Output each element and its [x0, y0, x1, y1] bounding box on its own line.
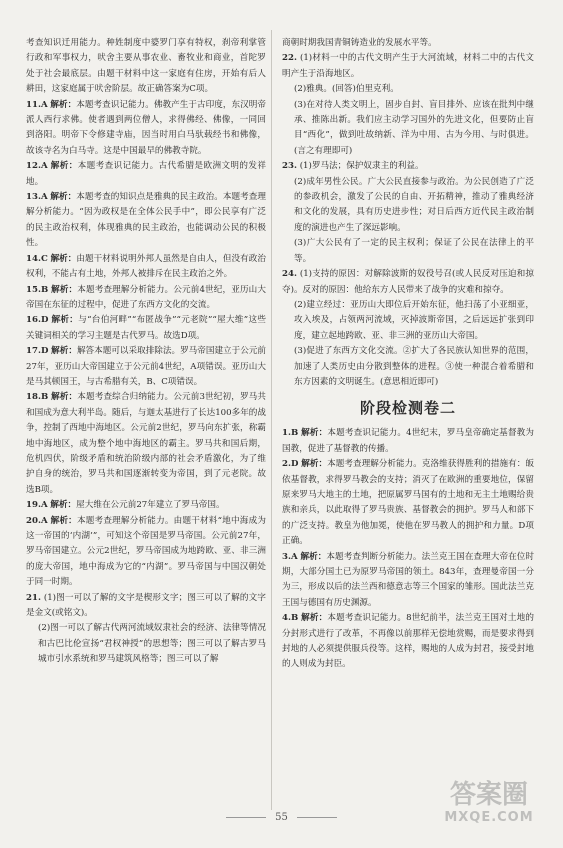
- question-number: 20.A: [26, 515, 48, 526]
- answer-text: 商朝时期我国青铜铸造业的发展水平等。: [282, 38, 437, 48]
- answer-text: (2)图一可以了解古代两河流域奴隶社会的经济、法律等情况和古巴比伦宣扬“君权神授”的思想等；图三可以了解古罗马城市引水系统和罗马建筑风格等；图三可以了解: [38, 623, 266, 665]
- answer-entry: [282, 236, 534, 267]
- question-number: 24.: [282, 269, 297, 280]
- answer-text: 本题考查的知识点是雅典的民主政治。本题考查理解分析能力。“因为政权是在全体公民手中”，即公民享有广泛的民主政治权利，体现雅典的民主政治，也能调动公民的积极性。: [26, 192, 266, 249]
- answer-text: 本题考查识记能力。4世纪末，罗马皇帝确定基督教为国教，促进了基督教的传播。: [282, 428, 535, 454]
- question-number: 13.A: [26, 192, 48, 203]
- footer-rule-left: [226, 817, 266, 818]
- answer-entry: [282, 98, 534, 160]
- answer-entry: [26, 98, 266, 160]
- footer-rule-right: [297, 817, 337, 818]
- column-divider: [271, 30, 272, 810]
- answer-entry: [282, 175, 534, 237]
- answer-entry: [26, 36, 266, 98]
- question-number: 15.B: [26, 284, 49, 295]
- answer-text: 本题考查识记能力。佛教产生于古印度，东汉明帝派人西行求佛。使者遇到两位僧人，求得佛经、佛像，一同回到洛阳。明帝下令修建寺庙，因当时用白马驮载经书和佛像，故该寺名为白马寺。这是中国最早的佛教寺院。: [26, 99, 266, 156]
- analysis-label: 解析：: [301, 459, 328, 470]
- answer-text: 本题考查理解分析能力。由题干材料“地中海成为这一帝国的‘内湖’”，可知这个帝国是罗马帝国。公元前27年，罗马帝国建立。公元2世纪，罗马帝国成为地跨欧、亚、非三洲的庞大帝国，地中海成为它的“内湖”。罗马帝国与中国汉朝处于同一时期。: [26, 515, 266, 588]
- page-number: 55: [275, 812, 288, 823]
- answer-entry: [282, 159, 534, 174]
- analysis-label: 解析：: [51, 284, 78, 295]
- answer-text: 本题考查综合归纳能力。公元前3世纪初，罗马共和国成为意大利半岛。随后，与迦太基进行了长达100多年的战争，控制了西地中海地区。公元前2世纪，罗马向东扩张，称霸地中海地区，成为整个地中海地区的霸主。罗马共和国后期，危机四伏，阶级矛盾和统治阶级内部的社会矛盾激化，为了维护自身的统治，罗马共和国逐渐转变为帝国，到了元老院。故选B项。: [26, 392, 267, 495]
- question-number: 4.B: [282, 613, 299, 624]
- analysis-label: 解析：: [50, 515, 77, 526]
- answer-text: (1)图一可以了解的文字是楔形文字；图三可以了解的文字是金文(或铭文)。: [26, 592, 266, 619]
- answer-text: 解答本题可以采取排除法。罗马帝国建立于公元前27年，亚历山大帝国建立于公元前4世纪，A项错误。亚历山大是马其顿国王，与古希腊有关，B、C项错误。: [26, 346, 267, 387]
- answer-entry: [282, 298, 534, 344]
- site-watermark: [429, 780, 549, 836]
- answer-text: (1)材料一中的古代文明产生于大河流域，材料二中的古代文明产生于沿海地区。: [282, 53, 534, 79]
- answer-entry: [26, 190, 266, 252]
- answer-entry: [282, 457, 534, 549]
- analysis-label: 解析：: [50, 192, 77, 203]
- answer-entry: [282, 550, 534, 612]
- answer-text: 由题干材料说明外邦人虽然是自由人，但没有政治权利，不能占有土地，外邦人被排斥在民主政治之外。: [26, 253, 266, 280]
- question-number: 1.B: [282, 428, 299, 439]
- question-number: 14.C: [26, 253, 48, 264]
- answer-text: (1)支持的原因：对解除波斯的奴役号召(或人民反对压迫和掠夺)。反对的原因：他给东方人民带来了战争的灾难和掠夺。: [282, 269, 535, 295]
- answer-entry: [26, 283, 266, 314]
- answer-entry: [26, 514, 266, 591]
- watermark-logo-text: 答案圈: [449, 780, 528, 810]
- question-number: 19.A: [26, 500, 48, 511]
- answer-text: 与“台伯河畔”“布匿战争”“元老院”“屋大维”这些关键词相关的学习主题是古代罗马。故选D项。: [26, 315, 266, 341]
- answer-entry: [282, 36, 534, 51]
- answer-text: (2)成年男性公民。广大公民直接参与政治。为公民创造了广泛的参政机会，激发了公民的自由、开拓精神，推动了雅典经济和文化的发展，具有历史进步性；对日后西方近代民主政治制度的演进也产生了深远影响。: [294, 176, 534, 233]
- answer-entry: [282, 267, 534, 298]
- analysis-label: 解析：: [50, 99, 77, 110]
- answer-text: (3)广大公民有了一定的民主权利；保证了公民在法律上的平等。: [294, 238, 534, 264]
- analysis-label: 解析：: [51, 315, 79, 326]
- question-number: 21.: [26, 592, 41, 603]
- answer-entry: [26, 159, 266, 190]
- answer-entry: [282, 51, 534, 82]
- answer-entry: [26, 313, 266, 344]
- analysis-label: 解析：: [301, 428, 328, 439]
- answer-text: 本题考查判断分析能力。法兰克王国在查理大帝在位时期，大部分国土已为原罗马帝国的领土。843年，查理曼帝国一分为三，形成以后的法兰西和德意志等三个国家的雏形。国此法兰克王国与德国有历史渊源。: [282, 551, 534, 608]
- answer-text: 本题考查识记能力。古代希腊是欧洲文明的发祥地。: [26, 161, 266, 187]
- answer-text: (2)建立经过：亚历山大即位后开始东征，他扫荡了小亚细亚，攻入埃及，占领两河流域，灭掉波斯帝国，之后远远扩张到印度，建立起地跨欧、亚、非三洲的亚历山大帝国。: [294, 299, 534, 341]
- analysis-label: 解析：: [301, 613, 328, 624]
- answer-text: 本题考查识记能力。8世纪前半，法兰克王国对土地的分封形式进行了改革，不再像以前那样无偿地赏赐，而是要求得到封地的人必须提供服兵役等。这样，赐地的人成为封君，接受封地的人则成为封臣。: [282, 613, 535, 670]
- question-number: 22.: [282, 53, 297, 64]
- analysis-label: 解析：: [50, 253, 77, 264]
- question-number: 16.D: [26, 315, 49, 326]
- answer-entry: [26, 252, 266, 283]
- right-top-entries: [282, 36, 534, 390]
- answer-entry: [282, 344, 534, 390]
- right-column: [282, 36, 534, 673]
- answer-entry: [26, 390, 266, 498]
- question-number: 12.A: [26, 161, 48, 172]
- answer-text: (2)雅典。(回答)伯里克利。: [294, 84, 399, 95]
- answer-entry: [26, 591, 266, 622]
- question-number: 3.A: [282, 551, 298, 562]
- answer-entry: [26, 621, 266, 667]
- section-title: 阶段检测卷二: [359, 399, 456, 418]
- left-column: [26, 36, 266, 668]
- analysis-label: 解析：: [50, 500, 77, 511]
- analysis-label: 解析：: [300, 551, 327, 562]
- analysis-label: 解析：: [51, 346, 77, 357]
- analysis-label: 解析：: [51, 392, 78, 403]
- answer-entry: [282, 426, 534, 457]
- answer-entry: [26, 498, 266, 513]
- question-number: 11.A: [26, 99, 48, 110]
- answer-text: 本题考查理解分析能力。克洛维获得胜利的措施有：皈依基督教，求得罗马教会的支持；消灭了在欧洲的重要地位，保留原来罗马大地主的土地，把原属罗马国有的土地和无主土地赐给贵族和亲兵，以此取得了罗马贵族、基督教会的拥护。罗马人和部下的广泛支持。教皇为他加冕，使他在罗马教人的拥护和力量。D项正确。: [282, 459, 534, 547]
- answer-text: (3)促进了东西方文化交流。②扩大了各民族认知世界的范围，加速了人类历史由分散到整体的进程。③使一种混合着希腊和东方因素的文明诞生。(意思相近即可): [294, 346, 534, 387]
- question-number: 18.B: [26, 392, 49, 403]
- answer-entry: [282, 611, 534, 673]
- answer-entry: [282, 82, 534, 97]
- analysis-label: 解析：: [50, 161, 78, 172]
- question-number: 2.D: [282, 459, 299, 470]
- right-bottom-entries: [282, 426, 534, 673]
- answer-entry: [26, 344, 266, 390]
- answer-text: 考查知识迁用能力。种姓制度中婆罗门享有特权，刹帝利掌管行政和军事权力，吠舍主要从事农业、畜牧业和商业，首陀罗处于社会最底层。由题干材料中这一家庭有住房，开始有后人耕田，这家庭属于吠舍阶层。故正确答案为C项。: [26, 38, 266, 95]
- answer-text: 本题考查理解分析能力。公元前4世纪，亚历山大帝国在东征的过程中，促进了东西方文化的交流。: [26, 284, 267, 310]
- question-number: 23.: [282, 161, 297, 172]
- watermark-url: MXQE.COM: [444, 810, 534, 825]
- answer-text: (3)在对待人类文明上，固步自封、盲目排外、应该在批判中继承、推陈出新。我们应主动学习国外的先进文化，但要防止盲目“西化”，做到吐故纳新、洋为中用、古为今用、与时俱进。(言之有理即可): [294, 99, 534, 156]
- answer-text: (1)罗马法；保护奴隶主的利益。: [299, 161, 424, 172]
- question-number: 17.D: [26, 346, 49, 357]
- answer-text: 屋大维在公元前27年建立了罗马帝国。: [76, 500, 225, 511]
